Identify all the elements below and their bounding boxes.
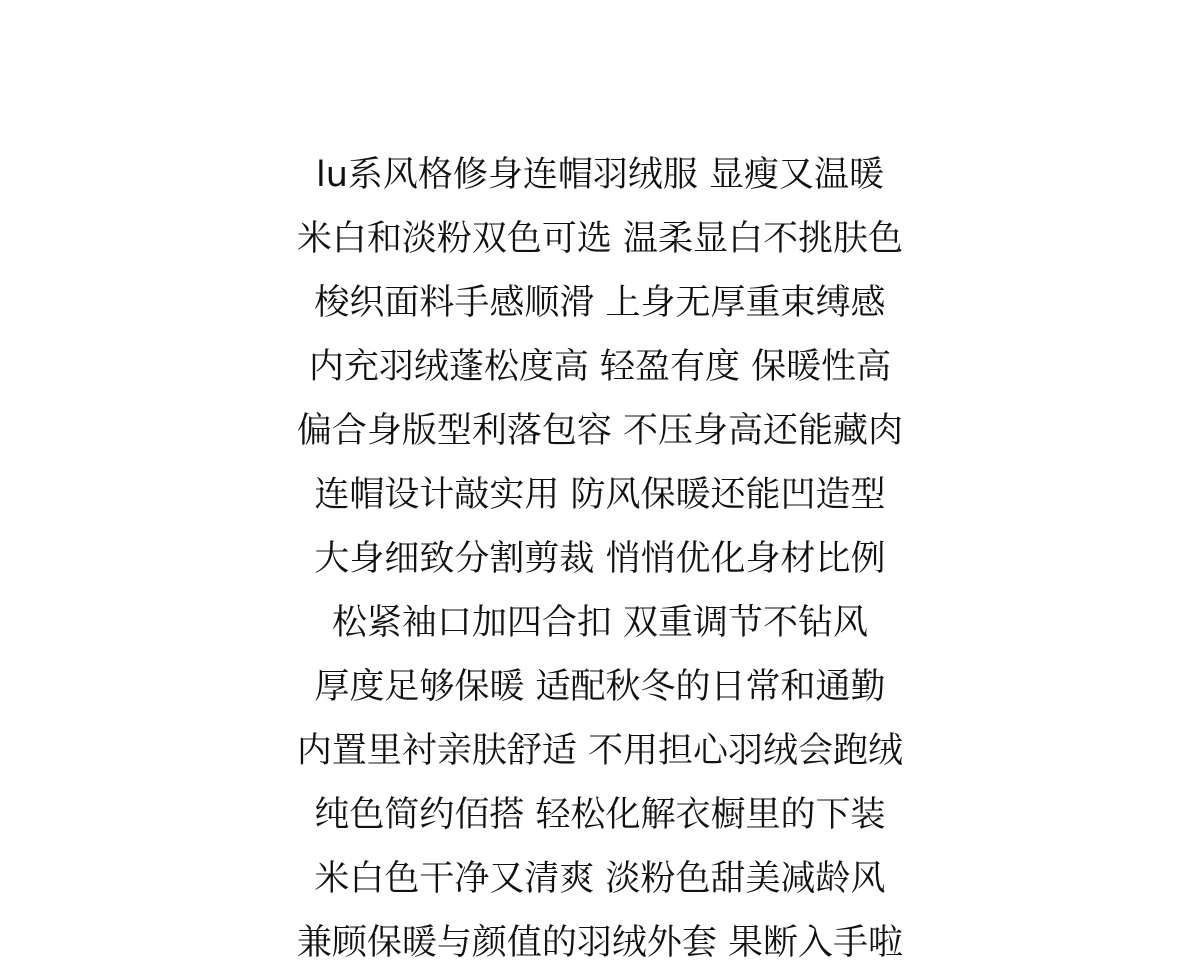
description-line: 偏合身版型利落包容 不压身高还能藏肉	[296, 411, 904, 451]
description-line: 松紧袖口加四合扣 双重调节不钻风	[331, 603, 869, 643]
description-line: 纯色简约佰搭 轻松化解衣橱里的下装	[314, 795, 886, 835]
description-line: 内充羽绒蓬松度高 轻盈有度 保暖性高	[308, 347, 892, 387]
description-line: 梭织面料手感顺滑 上身无厚重束缚感	[314, 283, 886, 323]
description-line: 内置里衬亲肤舒适 不用担心羽绒会跑绒	[296, 731, 904, 771]
description-line: 连帽设计敲实用 防风保暖还能凹造型	[314, 475, 886, 515]
description-line: lu系风格修身连帽羽绒服 显瘦又温暖	[315, 155, 885, 195]
description-line: 大身细致分割剪裁 悄悄优化身材比例	[314, 539, 886, 579]
product-description	[0, 143, 1200, 975]
description-line: 兼顾保暖与颜值的羽绒外套 果断入手啦	[296, 923, 904, 963]
description-line: 厚度足够保暖 适配秋冬的日常和通勤	[314, 667, 886, 707]
description-line: 米白色干净又清爽 淡粉色甜美减龄风	[314, 859, 886, 899]
description-line: 米白和淡粉双色可选 温柔显白不挑肤色	[296, 219, 904, 259]
